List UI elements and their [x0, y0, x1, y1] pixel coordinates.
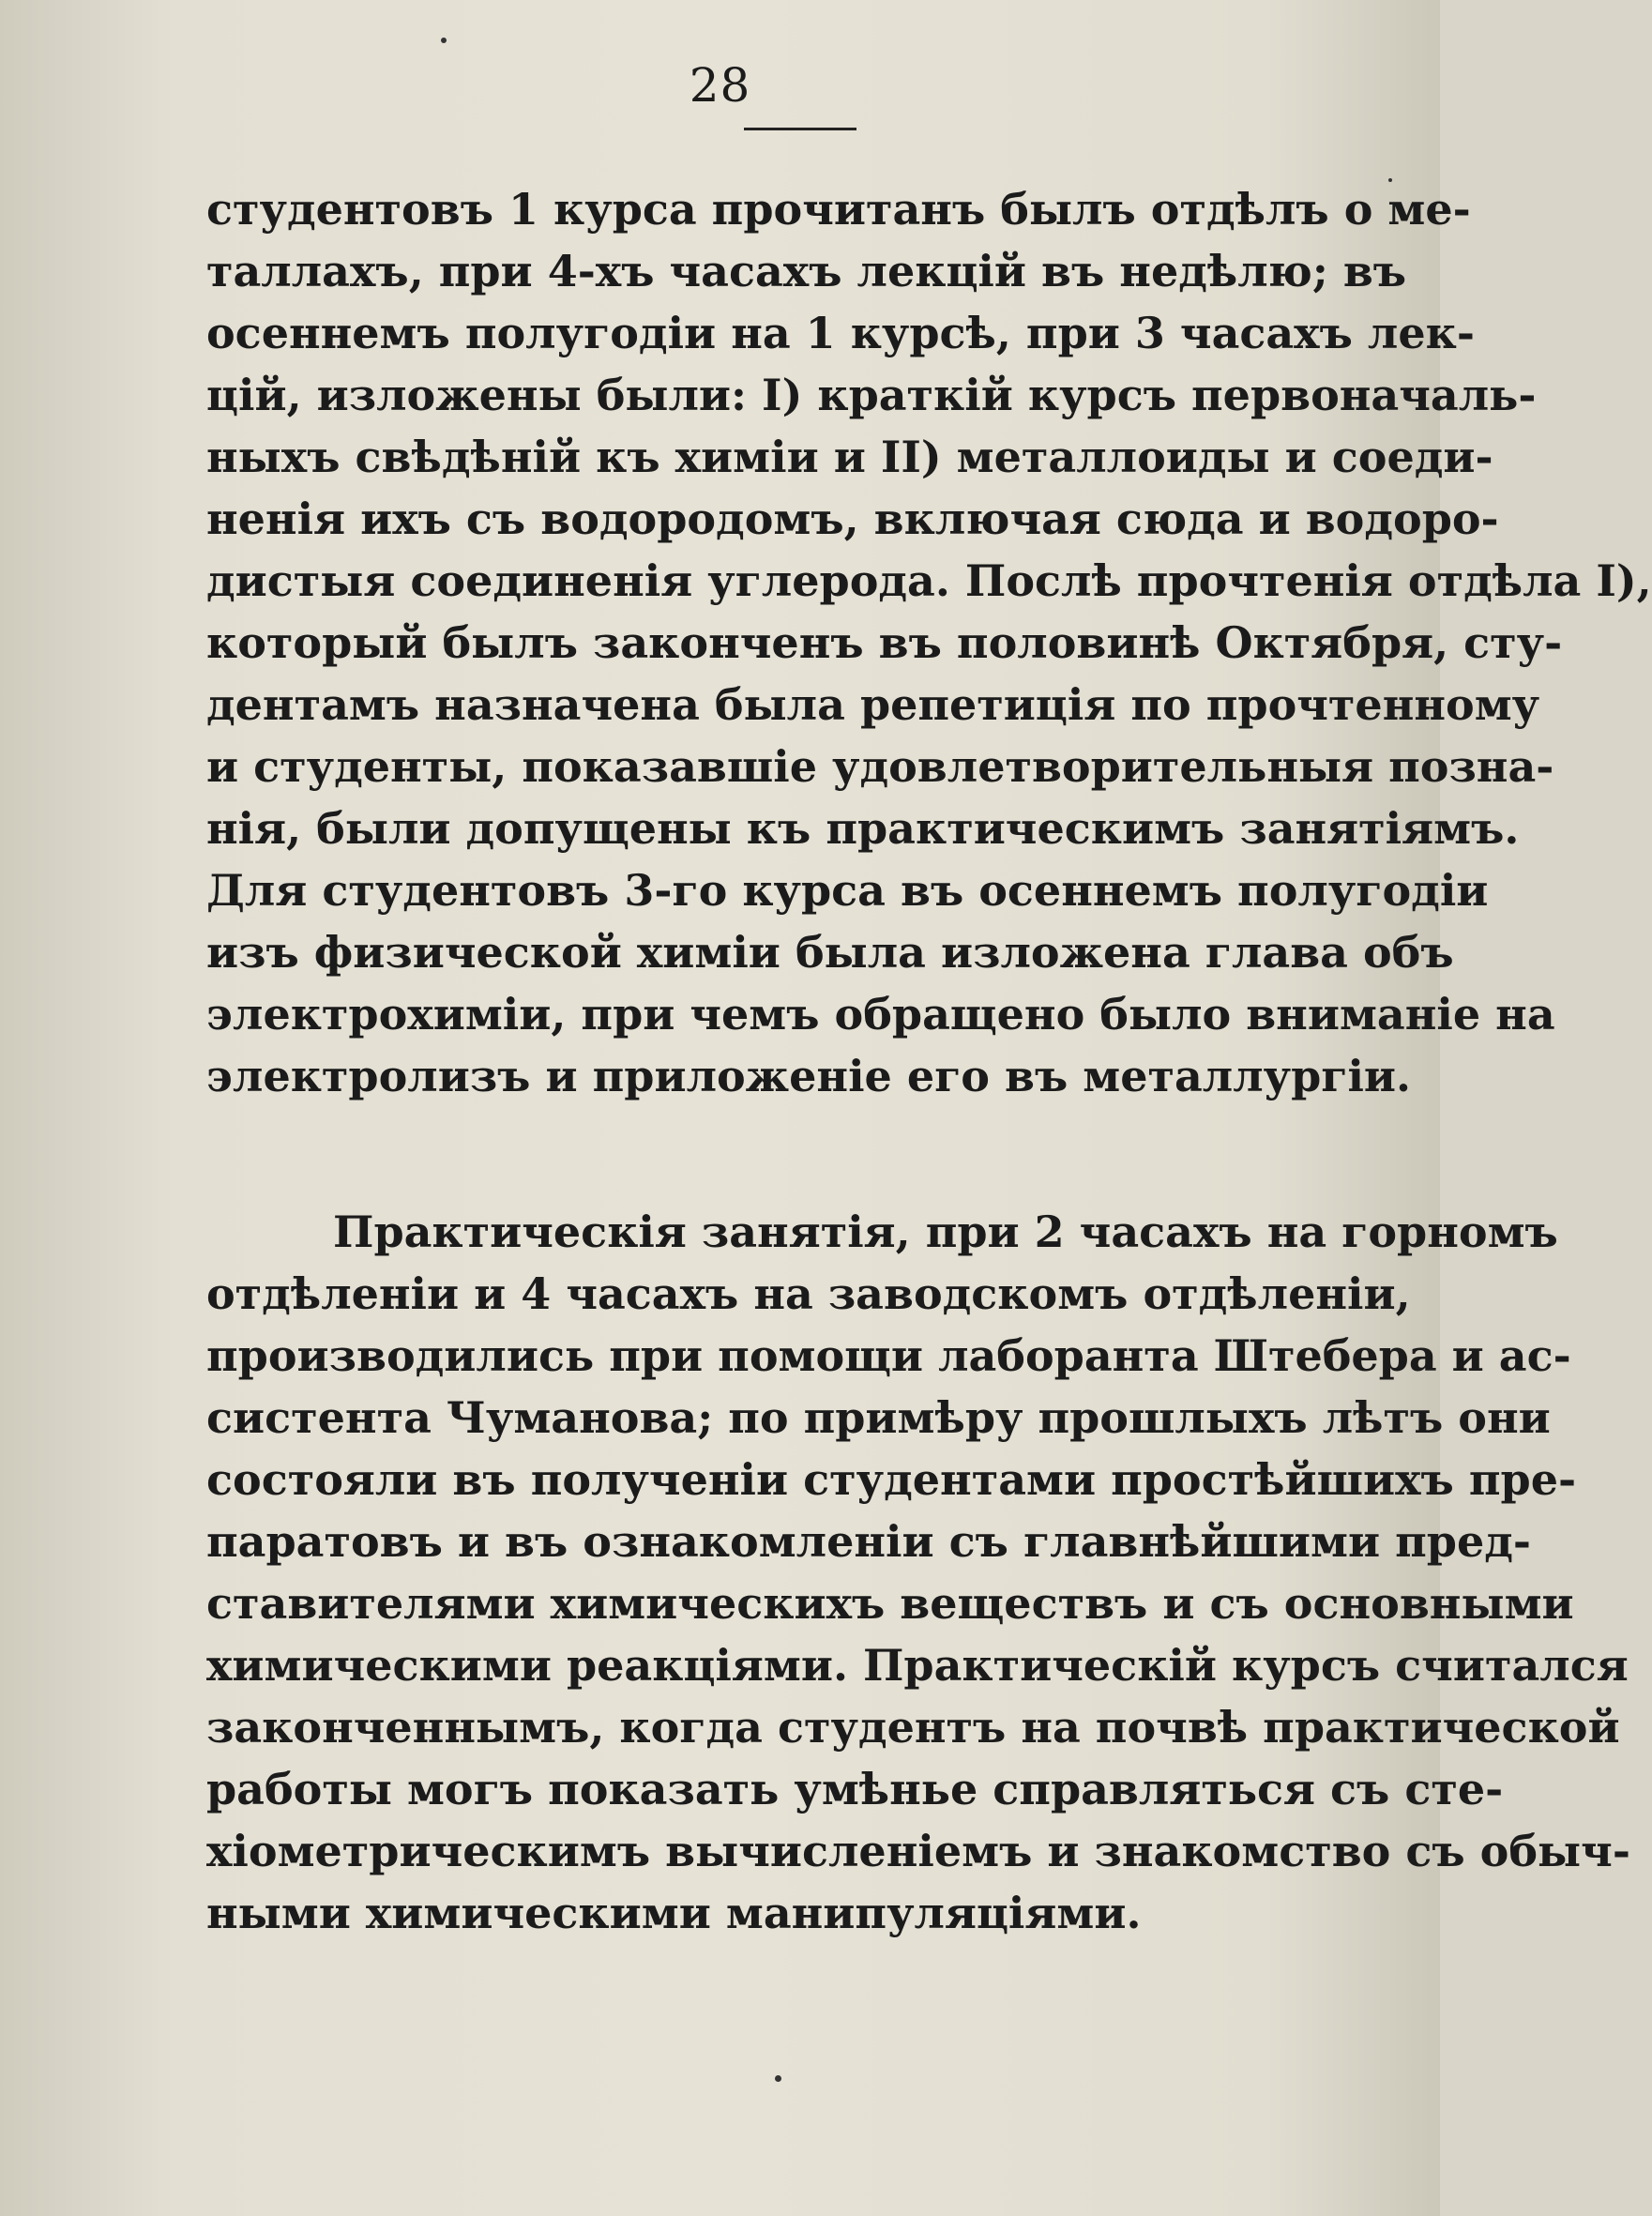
text-line: электролизъ и приложеніе его въ металлургіи. [206, 1051, 1412, 1101]
ink-speck [1388, 178, 1392, 182]
text-line: дентамъ назначена была репетиція по прочтенному [206, 679, 1540, 730]
page-number-rule [744, 128, 856, 130]
text-line: осеннемъ полугодіи на 1 курсѣ, при 3 часахъ лек- [206, 308, 1475, 358]
text-line: цій, изложены были: I) краткій курсъ первоначаль- [206, 370, 1537, 420]
text-line: химическими реакціями. Практическій курсъ считался [206, 1640, 1629, 1691]
text-line: изъ физической химіи была изложена глава объ [206, 927, 1454, 978]
text-line: Для студентовъ 3-го курса въ осеннемъ полугодіи [206, 865, 1489, 916]
text-line: законченнымъ, когда студентъ на почвѣ практической [206, 1702, 1620, 1753]
text-line: таллахъ, при 4-хъ часахъ лекцій въ недѣлю; въ [206, 246, 1407, 296]
text-line: который былъ законченъ въ половинѣ Октября, сту- [206, 617, 1563, 668]
text-line: нія, были допущены къ практическимъ занятіямъ. [206, 803, 1520, 854]
paragraph-2 [206, 1201, 1630, 1944]
ink-speck [441, 38, 447, 43]
text-line: паратовъ и въ ознакомленіи съ главнѣйшими пред- [206, 1516, 1531, 1567]
text-line: ставителями химическихъ веществъ и съ основными [206, 1578, 1574, 1629]
text-line: Практическія занятія, при 2 часахъ на горномъ [333, 1207, 1558, 1257]
text-line: дистыя соединенія углерода. Послѣ прочтенія отдѣла I), [206, 555, 1652, 606]
text-line: состояли въ полученіи студентами простѣйшихъ пре- [206, 1454, 1577, 1505]
paragraph-1 [206, 178, 1652, 1107]
page-number: 28 [689, 58, 751, 113]
ink-speck [775, 2075, 781, 2082]
text-line: работы могъ показать умѣнье справляться съ сте- [206, 1764, 1504, 1814]
text-line: систента Чуманова; по примѣру прошлыхъ лѣтъ они [206, 1392, 1551, 1443]
text-line: электрохиміи, при чемъ обращено было вниманіе на [206, 989, 1555, 1040]
text-line: и студенты, показавшіе удовлетворительныя позна- [206, 741, 1554, 792]
text-line: хіометрическимъ вычисленіемъ и знакомство съ обыч- [206, 1826, 1630, 1876]
text-line: ными химическими манипуляціями. [206, 1888, 1142, 1938]
text-line: ныхъ свѣдѣній къ химіи и II) металлоиды и соеди- [206, 432, 1493, 482]
text-line: студентовъ 1 курса прочитанъ былъ отдѣлъ о ме- [206, 184, 1471, 235]
text-line: ненія ихъ съ водородомъ, включая сюда и водоро- [206, 493, 1499, 544]
text-line: отдѣленіи и 4 часахъ на заводскомъ отдѣленіи, [206, 1268, 1411, 1319]
text-line: производились при помощи лаборанта Штебера и ас- [206, 1330, 1571, 1381]
